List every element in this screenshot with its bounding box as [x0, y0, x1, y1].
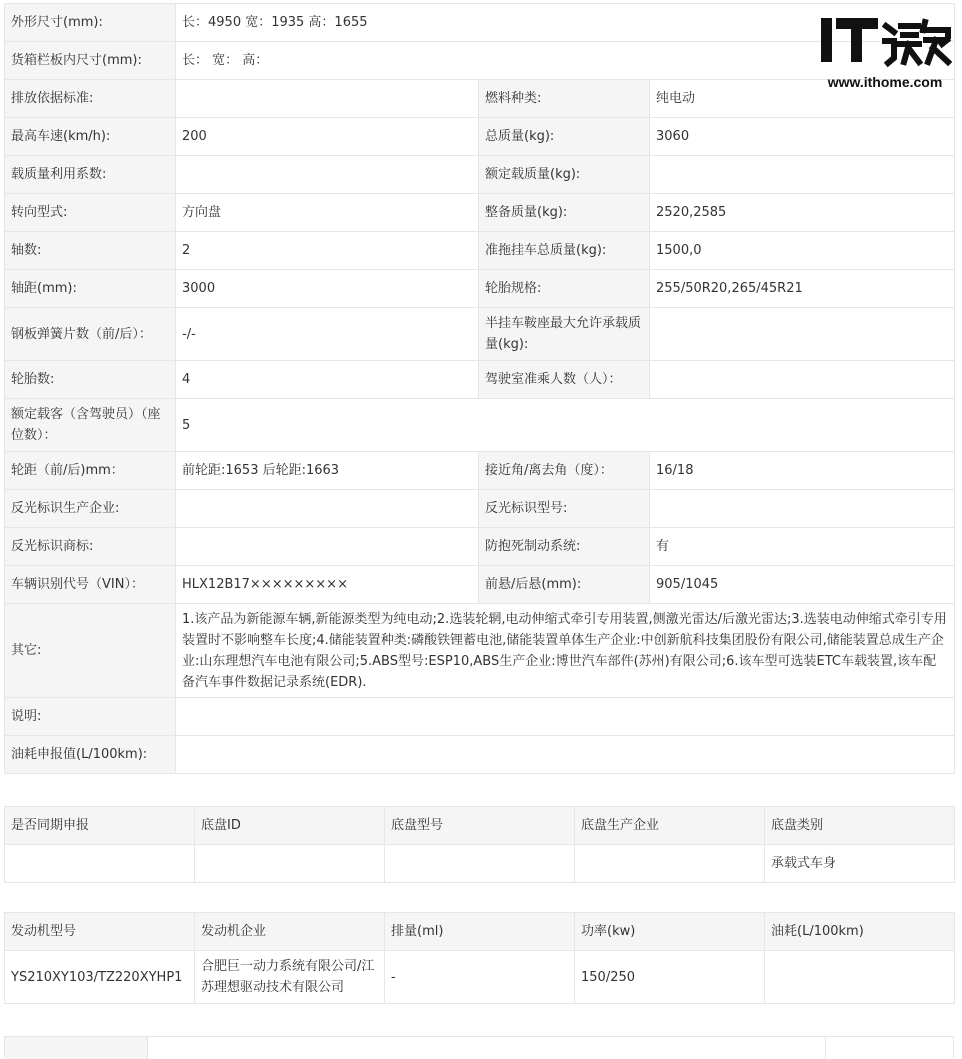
- engine-value-cell: [765, 951, 955, 1004]
- engine-header-cell: 油耗(L/100km): [765, 913, 955, 951]
- ithome-logo-mark: [818, 16, 952, 72]
- spec-label: 货箱栏板内尺寸(mm):: [5, 42, 176, 80]
- chassis-header-cell: 底盘生产企业: [575, 807, 765, 845]
- spec-value: [650, 308, 955, 361]
- spec-label: 外形尺寸(mm):: [5, 4, 176, 42]
- spec-label: 最高车速(km/h):: [5, 118, 176, 156]
- spec-row: [5, 490, 955, 528]
- chassis-header-cell: 底盘ID: [195, 807, 385, 845]
- chassis-value-cell: [195, 845, 385, 883]
- spec-label: 驾驶室准乘人数（人）：: [479, 361, 650, 399]
- spec-value: [650, 361, 955, 399]
- next-table-label-cell: [5, 1037, 148, 1059]
- spec-value: [176, 80, 479, 118]
- spec-label: 准拖挂车总质量(kg):: [479, 232, 650, 270]
- engine-value-cell: YS210XY103/TZ220XYHP1: [5, 951, 195, 1004]
- spec-value: 纯电动: [650, 80, 955, 118]
- spec-row: [5, 232, 955, 270]
- spec-row: [5, 399, 955, 452]
- spec-value: 200: [176, 118, 479, 156]
- spec-label: 转向型式:: [5, 194, 176, 232]
- spec-row: [5, 604, 955, 698]
- chassis-header-row: [5, 807, 955, 845]
- spec-row: [5, 270, 955, 308]
- spec-value: 长： 宽： 高：: [176, 42, 955, 80]
- engine-header-row: [5, 913, 955, 951]
- engine-value-cell: -: [385, 951, 575, 1004]
- engine-value-row: [5, 951, 955, 1004]
- engine-header-cell: 排量(ml): [385, 913, 575, 951]
- spec-row: [5, 156, 955, 194]
- spec-label: 轴数:: [5, 232, 176, 270]
- spec-value: 2520,2585: [650, 194, 955, 232]
- spec-value: [176, 490, 479, 528]
- spec-value: HLX12B17×××××××××: [176, 566, 479, 604]
- spec-value: 有: [650, 528, 955, 566]
- spec-value: 长：4950 宽：1935 高：1655: [176, 4, 955, 42]
- ithome-url: www.ithome.com: [827, 74, 943, 90]
- spec-value: [650, 156, 955, 194]
- chassis-value-row: [5, 845, 955, 883]
- engine-header-cell: 功率(kw): [575, 913, 765, 951]
- chassis-value-cell: 承载式车身: [765, 845, 955, 883]
- engine-header-cell: 发动机型号: [5, 913, 195, 951]
- spec-label: 总质量(kg):: [479, 118, 650, 156]
- spec-row: [5, 736, 955, 774]
- spec-row: [5, 361, 955, 399]
- spec-label: 额定载客（含驾驶员）（座位数）：: [5, 399, 176, 452]
- spec-row: [5, 528, 955, 566]
- spec-label: 额定载质量(kg):: [479, 156, 650, 194]
- vehicle-spec-table: [4, 3, 955, 774]
- spec-row: [5, 452, 955, 490]
- spec-row: [5, 42, 955, 80]
- chassis-header-cell: 底盘类别: [765, 807, 955, 845]
- spec-label: 前悬/后悬(mm):: [479, 566, 650, 604]
- spec-value: 5: [176, 399, 955, 452]
- spec-label: 接近角/离去角（度）：: [479, 452, 650, 490]
- spec-value: [176, 528, 479, 566]
- spec-value: [176, 736, 955, 774]
- chassis-value-cell: [575, 845, 765, 883]
- spec-label: 反光标识商标:: [5, 528, 176, 566]
- spec-value: [176, 156, 479, 194]
- spec-row: [5, 80, 955, 118]
- spec-label: 防抱死制动系统:: [479, 528, 650, 566]
- spec-row: [5, 194, 955, 232]
- spec-row: [5, 4, 955, 42]
- spec-value: 905/1045: [650, 566, 955, 604]
- spec-value: [650, 490, 955, 528]
- spec-value: [176, 698, 955, 736]
- spec-value: 1500,0: [650, 232, 955, 270]
- spec-row: [5, 308, 955, 361]
- spec-row: [5, 118, 955, 156]
- spec-label: 排放依据标准:: [5, 80, 176, 118]
- spec-label: 说明:: [5, 698, 176, 736]
- chassis-value-cell: [5, 845, 195, 883]
- spec-value: 16/18: [650, 452, 955, 490]
- next-table-strip: [4, 1036, 954, 1058]
- engine-header-cell: 发动机企业: [195, 913, 385, 951]
- spec-label: 半挂车鞍座最大允许承载质量(kg):: [479, 308, 650, 361]
- spec-value: 255/50R20,265/45R21: [650, 270, 955, 308]
- spec-value: 1.该产品为新能源车辆,新能源类型为纯电动;2.选装轮辋,电动伸缩式牵引专用装置,侧激光雷达/后激光雷达;3.选装电动伸缩式牵引专用装置时不影响整车长度;4.储能装置种类:磷酸铁锂蓄电池,储能装置单体生产企业:中创新航科技集团股份有限公司,储能装置总成生产企业:山东理想汽车电池有限公司;5.ABS型号:ESP10,ABS生产企业:博世汽车部件(苏州)有限公司;6.该车型可选装ETC车载装置,该车配备汽车事件数据记录系统(EDR).: [176, 604, 955, 698]
- engine-value-cell: 合肥巨一动力系统有限公司/江苏理想驱动技术有限公司: [195, 951, 385, 1004]
- spec-label: 轴距(mm):: [5, 270, 176, 308]
- next-table-divider: [825, 1037, 826, 1059]
- spec-label: 载质量利用系数:: [5, 156, 176, 194]
- engine-value-cell: 150/250: [575, 951, 765, 1004]
- spec-label: 其它:: [5, 604, 176, 698]
- spec-value: 前轮距:1653 后轮距:1663: [176, 452, 479, 490]
- spec-value: 方向盘: [176, 194, 479, 232]
- chassis-table: [4, 806, 955, 883]
- chassis-header-cell: 是否同期申报: [5, 807, 195, 845]
- spec-row: [5, 698, 955, 736]
- spec-label: 钢板弹簧片数（前/后）：: [5, 308, 176, 361]
- spec-label: 轮距（前/后)mm：: [5, 452, 176, 490]
- spec-label: 燃料种类:: [479, 80, 650, 118]
- spec-value: 3000: [176, 270, 479, 308]
- spec-label: 整备质量(kg):: [479, 194, 650, 232]
- spec-value: -/-: [176, 308, 479, 361]
- spec-value: 2: [176, 232, 479, 270]
- chassis-value-cell: [385, 845, 575, 883]
- spec-label: 轮胎规格:: [479, 270, 650, 308]
- engine-table: [4, 912, 955, 1004]
- chassis-header-cell: 底盘型号: [385, 807, 575, 845]
- spec-label: 油耗申报值(L/100km):: [5, 736, 176, 774]
- spec-value: 3060: [650, 118, 955, 156]
- spec-label: 反光标识生产企业:: [5, 490, 176, 528]
- spec-label: 车辆识别代号（VIN）：: [5, 566, 176, 604]
- spec-label: 反光标识型号:: [479, 490, 650, 528]
- ithome-logo: [818, 16, 952, 98]
- spec-value: 4: [176, 361, 479, 399]
- spec-label: 轮胎数:: [5, 361, 176, 399]
- spec-row: [5, 566, 955, 604]
